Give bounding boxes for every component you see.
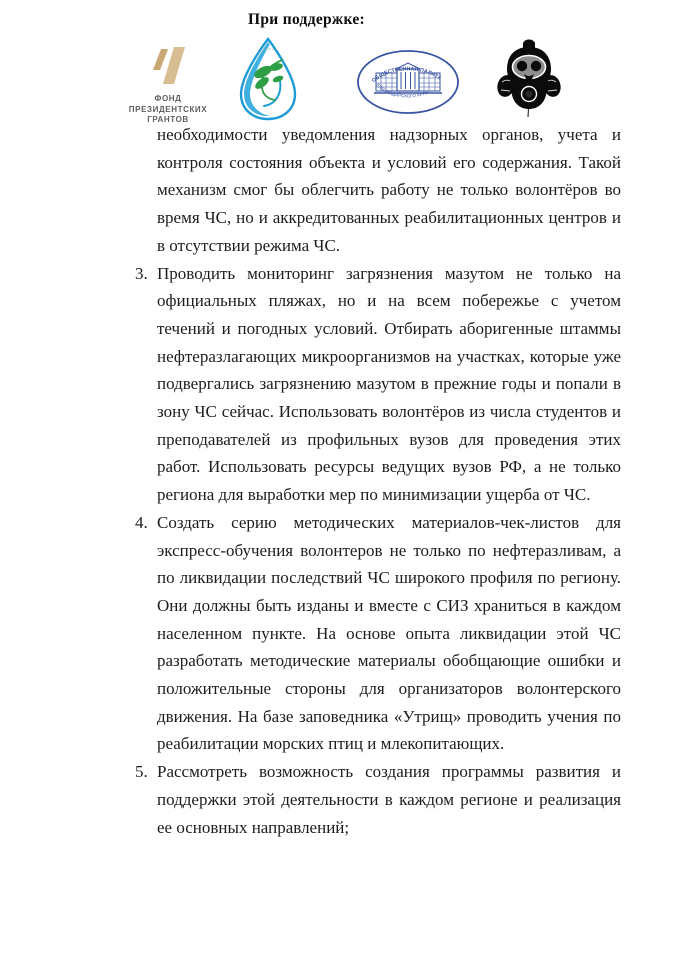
grant-fund-caption-line1: ФОНД <box>154 94 182 103</box>
water-drop-icon <box>236 36 300 122</box>
gas-mask-icon <box>497 38 561 118</box>
grant-fund-caption-line3: ГРАНТОВ <box>147 115 189 124</box>
document-body <box>135 121 621 841</box>
grant-fund-mark-icon <box>145 42 191 86</box>
paragraph-text: Создать серию методических материалов-чек-листов для экспресс-обучения волонтеров не только по нефтеразливам, а по ликвидации последствий ЧС широкого профиля по региону. Они должны быть изданы и вместе с СИЗ храниться в каждом населенном пункте. На основе опыта ликвидации этой ЧС разработать методические материалы обобщающие ошибки и положительные стороны для организаторов волонтерского движения. На базе заповедника «Утрищ» проводить учения по реабилитации морских птиц и млекопитающих. <box>157 512 621 754</box>
seal-icon <box>356 49 460 115</box>
paragraph-text: Рассмотреть возможность создания программы развития и поддержки этой деятельности в каждом регионе и реализация ее основных направлений; <box>157 762 621 837</box>
grant-fund-caption-line2: ПРЕЗИДЕНТСКИХ <box>128 104 208 114</box>
public-chamber-seal <box>356 49 460 120</box>
list-item-3 <box>135 260 621 509</box>
list-number: 4. <box>135 512 148 532</box>
list-number: 5. <box>135 762 148 782</box>
paragraph-text: необходимости уведомления надзорных органов, учета и контроля состояния объекта и условий его содержания. Такой механизм смог бы облегчить работу не только волонтёров во время ЧС, но и аккредитованных реабилитационных центров и в отсутствии режима ЧС. <box>157 125 621 255</box>
paragraph-text: Проводить мониторинг загрязнения мазутом не только на официальных пляжах, но и на всем побережье с учетом течений и погодных условий. Отбирать аборигенные штаммы нефтеразлагающих микроорганизмов на участках, которые уже подвергались загрязнению мазутом в прежние годы и попали в зону ЧС сейчас. Использовать волонтёров из числа студентов и преподавателей из профильных вузов для проведения этих работ. Использовать ресурсы ведущих вузов РФ, а не только региона для выработки мер по минимизации ущерба от ЧС. <box>157 263 621 505</box>
list-item-4 <box>135 509 621 758</box>
gas-mask-logo <box>497 38 561 123</box>
presidential-grants-fund-logo <box>108 42 228 126</box>
eco-water-drop-logo <box>236 36 300 127</box>
list-item-5 <box>135 758 621 841</box>
page-title: При поддержке: <box>248 11 365 28</box>
seal-arc-bottom-text: КРАСНОДАРСКОГО КРАЯ <box>375 82 430 99</box>
list-number: 3. <box>135 263 148 283</box>
paragraph-continuation <box>157 121 621 260</box>
seal-arc-top-text: ОБЩЕСТВЕННАЯ ПАЛАТА <box>370 66 443 85</box>
